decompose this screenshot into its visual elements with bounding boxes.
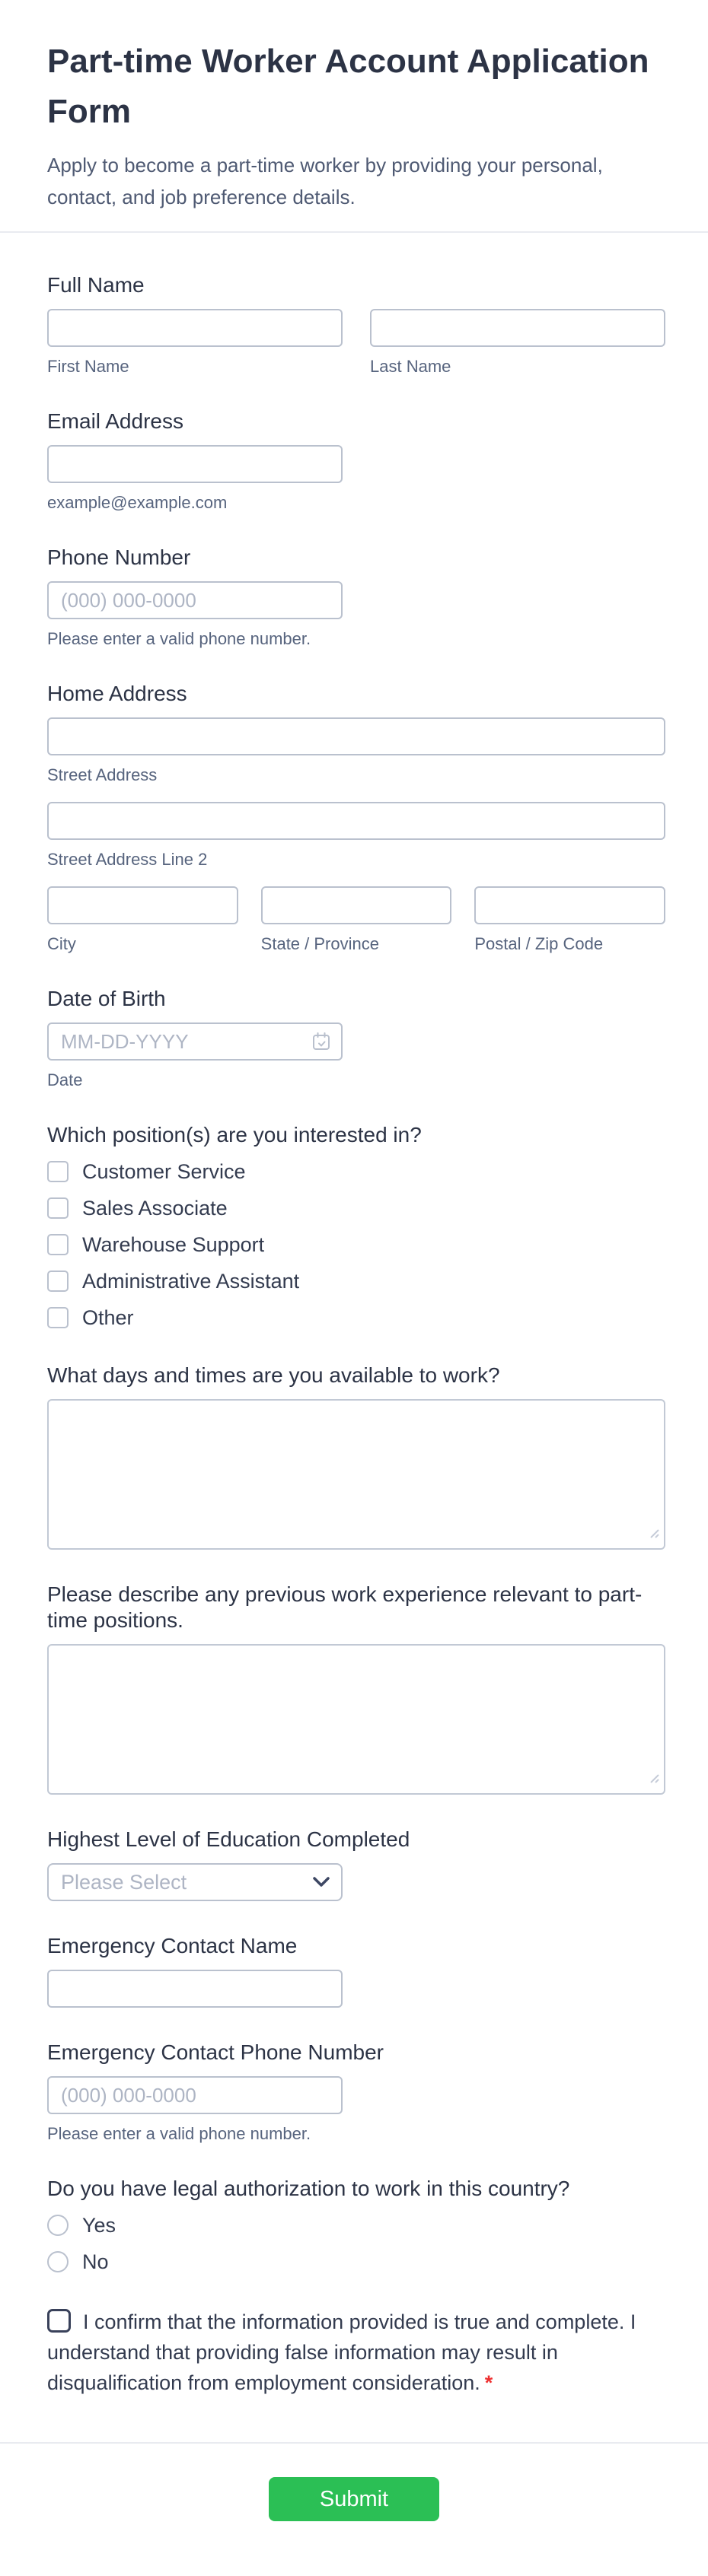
- field-confirmation[interactable]: [47, 2307, 665, 2398]
- email-label: Email Address: [47, 409, 183, 433]
- form-footer: [0, 2442, 708, 2576]
- field-positions: [47, 1122, 665, 1331]
- confirm-text: I confirm that the information provided is true and complete. I understand that providing false information may result in disqualification from employment consideration.: [47, 2310, 636, 2394]
- form-header: [0, 0, 708, 233]
- position-option-sales-associate[interactable]: [47, 1195, 665, 1221]
- phone-sublabel: Please enter a valid phone number.: [47, 629, 311, 648]
- phone-label: Phone Number: [47, 545, 191, 569]
- availability-textarea[interactable]: [47, 1399, 665, 1550]
- state-input[interactable]: [261, 886, 452, 924]
- field-date-of-birth: [47, 986, 665, 1090]
- field-availability: [47, 1363, 665, 1550]
- field-education: [47, 1827, 665, 1901]
- position-option-administrative-assistant[interactable]: [47, 1268, 665, 1294]
- emergency-name-label: Emergency Contact Name: [47, 1934, 298, 1957]
- radio-icon[interactable]: [47, 2251, 69, 2272]
- dob-sublabel: Date: [47, 1070, 83, 1089]
- legal-label: Do you have legal authorization to work in this country?: [47, 2177, 570, 2200]
- field-emergency-name: [47, 1933, 665, 2008]
- state-sublabel: State / Province: [260, 934, 379, 953]
- last-name-input[interactable]: [370, 309, 665, 347]
- position-option-label: Customer Service: [82, 1160, 246, 1183]
- required-asterisk: *: [484, 2371, 493, 2394]
- position-option-warehouse-support[interactable]: [47, 1232, 665, 1258]
- home-address-label: Home Address: [47, 682, 187, 705]
- dob-label: Date of Birth: [47, 987, 166, 1010]
- dob-input[interactable]: [47, 1022, 343, 1061]
- street-address-sublabel: Street Address: [47, 765, 158, 784]
- legal-option-yes[interactable]: [47, 2212, 665, 2238]
- field-legal-authorization: [47, 2176, 665, 2275]
- full-name-label: Full Name: [47, 273, 145, 297]
- legal-option-label: No: [82, 2250, 109, 2273]
- field-email: [47, 409, 665, 513]
- street-address-line2-input[interactable]: [47, 802, 665, 840]
- experience-textarea[interactable]: [47, 1644, 665, 1795]
- checkbox-icon[interactable]: [47, 1197, 69, 1219]
- confirm-checkbox-icon[interactable]: [47, 2309, 71, 2333]
- checkbox-icon[interactable]: [47, 1307, 69, 1328]
- position-option-label: Administrative Assistant: [82, 1270, 300, 1293]
- field-emergency-phone: [47, 2040, 665, 2144]
- checkbox-icon[interactable]: [47, 1234, 69, 1255]
- form-body: [0, 233, 708, 2398]
- last-name-sublabel: Last Name: [370, 357, 451, 376]
- postal-input[interactable]: [474, 886, 665, 924]
- city-input[interactable]: [47, 886, 238, 924]
- emergency-name-input[interactable]: [47, 1970, 343, 2008]
- submit-application-button[interactable]: Submit Application: [269, 2477, 439, 2521]
- city-sublabel: City: [47, 934, 76, 953]
- first-name-input[interactable]: [47, 309, 343, 347]
- education-select[interactable]: [47, 1863, 343, 1901]
- street-address-input[interactable]: [47, 717, 665, 755]
- position-option-label: Sales Associate: [82, 1197, 228, 1220]
- phone-input[interactable]: [47, 581, 343, 619]
- street-address-line2-sublabel: Street Address Line 2: [47, 850, 208, 869]
- legal-option-no[interactable]: [47, 2249, 665, 2275]
- position-option-label: Warehouse Support: [82, 1233, 265, 1256]
- form-title: Part-time Worker Account Application Form: [47, 43, 649, 130]
- field-home-address: [47, 681, 665, 954]
- position-option-label: Other: [82, 1306, 134, 1329]
- checkbox-icon[interactable]: [47, 1271, 69, 1292]
- experience-label: Please describe any previous work experience relevant to part-time positions.: [47, 1582, 643, 1632]
- radio-icon[interactable]: [47, 2215, 69, 2236]
- first-name-sublabel: First Name: [47, 357, 129, 376]
- field-phone: [47, 545, 665, 649]
- email-sublabel: example@example.com: [47, 493, 228, 512]
- emergency-phone-input[interactable]: [47, 2076, 343, 2114]
- checkbox-icon[interactable]: [47, 1161, 69, 1182]
- legal-option-label: Yes: [82, 2214, 116, 2237]
- postal-sublabel: Postal / Zip Code: [474, 934, 604, 953]
- field-full-name: [47, 272, 665, 377]
- emergency-phone-label: Emergency Contact Phone Number: [47, 2040, 384, 2064]
- email-input[interactable]: [47, 445, 343, 483]
- education-label: Highest Level of Education Completed: [47, 1827, 410, 1851]
- form-subtitle: Apply to become a part-time worker by providing your personal, contact, and job preference details.: [47, 154, 603, 208]
- position-option-other[interactable]: [47, 1305, 665, 1331]
- emergency-phone-sublabel: Please enter a valid phone number.: [47, 2124, 311, 2143]
- availability-label: What days and times are you available to work?: [47, 1363, 500, 1387]
- field-experience: [47, 1582, 665, 1795]
- position-option-customer-service[interactable]: [47, 1159, 665, 1185]
- positions-label: Which position(s) are you interested in?: [47, 1123, 422, 1146]
